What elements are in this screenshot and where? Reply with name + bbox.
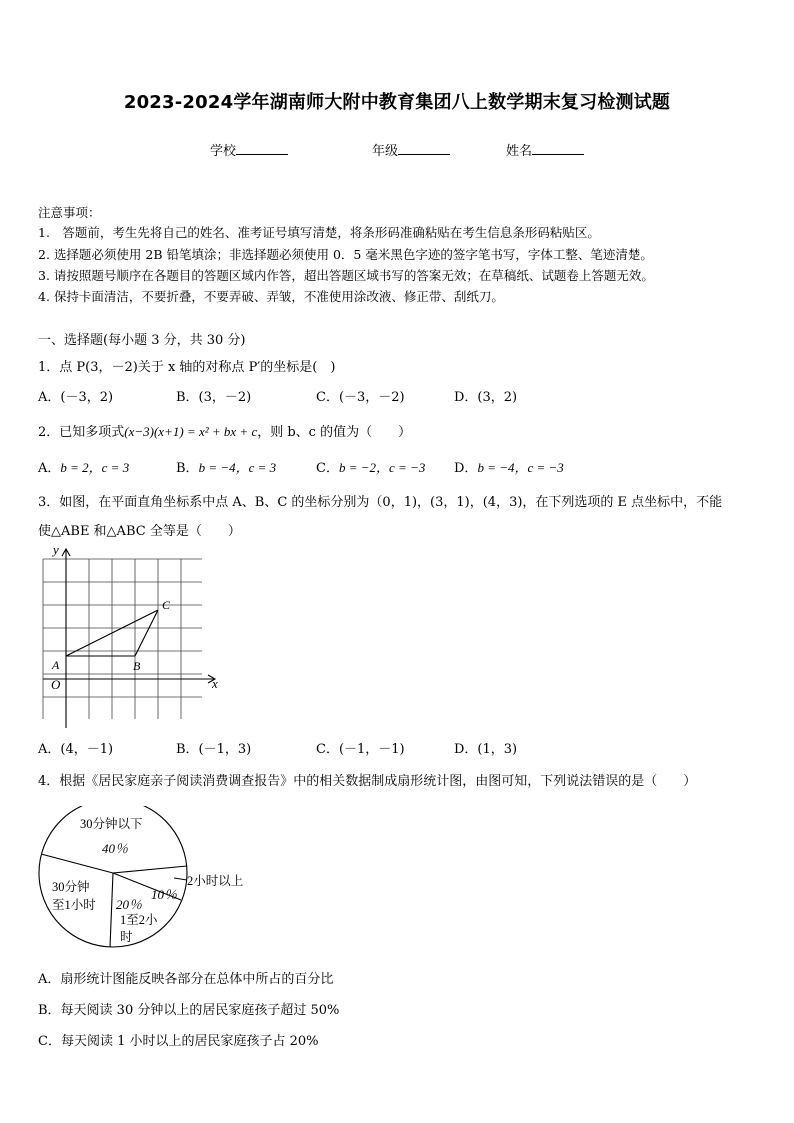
sector-label-1-2h-line1: 1至2小 <box>120 913 158 927</box>
coordinate-grid-figure <box>36 542 226 732</box>
grade-field <box>372 140 450 159</box>
question-1-stem: 1．点 P(3，－2)关于 x 轴的对称点 P′的坐标是( ) <box>38 360 336 375</box>
section-heading: 一、选择题(每小题 3 分，共 30 分) <box>38 333 246 348</box>
point-label-c: C <box>162 598 171 612</box>
question-3-stem-line1: 3．如图，在平面直角坐标系中点 A、B、C 的坐标分别为（0，1)，(3，1)，(4，3)，在下列选项的 E 点坐标中，不能 <box>38 495 723 510</box>
school-blank <box>236 142 288 155</box>
sector-label-over-2h: 2小时以上 <box>187 874 244 888</box>
q2-polynomial: (x−3)(x+1) = x² + bx + c <box>124 424 258 439</box>
q3-option-d: D．(1，3) <box>454 742 518 757</box>
school-field <box>210 140 288 159</box>
axes <box>43 549 215 728</box>
divider <box>110 873 113 947</box>
q2-option-d: D．b = −4，c = −3 <box>454 460 564 476</box>
q4-option-b: B．每天阅读 30 分钟以上的居民家庭孩子超过 50% <box>38 1003 340 1018</box>
point-labels <box>51 598 171 673</box>
origin-label: O <box>51 677 61 692</box>
triangle-side-bc <box>135 610 158 656</box>
point-label-b: B <box>133 659 141 673</box>
pie-chart-figure <box>36 806 276 956</box>
school-label: 学校 <box>210 144 237 159</box>
sector-percent-10: 10％ <box>151 887 178 902</box>
leader-line <box>174 878 187 880</box>
q1-option-b: B．(3，－2) <box>176 390 252 405</box>
sector-label-30min-1h-line2: 至1小时 <box>52 898 96 912</box>
question-2-stem <box>38 421 411 440</box>
sector-label-1-2h-line2: 时 <box>120 930 133 944</box>
q2-suffix: ，则 b、c 的值为（ ） <box>257 425 412 440</box>
note-item: 1. 答题前，考生先将自己的姓名、准考证号填写清楚，将条形码准确粘贴在考生信息条形码粘贴区。 <box>38 225 600 240</box>
page-title: 2023-2024学年湖南师大附中教育集团八上数学期末复习检测试题 <box>123 92 671 113</box>
note-item: 2. 选择题必须使用 2B 铅笔填涂；非选择题必须使用 0．5 毫米黑色字迹的签字笔书写，字体工整、笔迹清楚。 <box>38 247 653 262</box>
q2-option-c: C．b = −2，c = −3 <box>316 460 426 476</box>
q4-option-c: C．每天阅读 1 小时以上的居民家庭孩子占 20% <box>38 1034 319 1049</box>
point-label-a: A <box>52 658 60 672</box>
q2-option-a: A．b = 2，c = 3 <box>38 460 130 476</box>
sector-percent-20: 20％ <box>116 897 143 912</box>
q1-option-a: A．(－3，2) <box>38 390 114 405</box>
y-axis-label: y <box>53 542 59 557</box>
question-3-stem-line2: 使△ABE 和△ABC 全等是（ ） <box>38 524 241 539</box>
name-blank <box>532 142 584 155</box>
grid-lines <box>43 559 202 719</box>
grade-blank <box>398 142 450 155</box>
sector-label-under-30min: 30分钟以下 <box>80 817 143 831</box>
note-item: 4. 保持卡面清洁，不要折叠，不要弄破、弄皱，不准使用涂改液、修正带、刮纸刀。 <box>38 289 504 304</box>
q2-prefix: 2．已知多项式 <box>38 425 125 440</box>
q4-option-a: A．扇形统计图能反映各部分在总体中所占的百分比 <box>38 972 334 987</box>
q1-option-c: C．(－3，－2) <box>316 390 405 405</box>
q3-option-c: C．(－1，－1) <box>316 742 405 757</box>
q3-option-a: A．(4，－1) <box>38 742 114 757</box>
sector-label-30min-1h-line1: 30分钟 <box>52 880 90 894</box>
divider <box>41 854 113 873</box>
notes-heading: 注意事项： <box>38 205 101 220</box>
x-axis-label: x <box>212 676 218 691</box>
grade-label: 年级 <box>372 144 399 159</box>
q3-option-b: B．(－1，3) <box>176 742 252 757</box>
sector-percent-40: 40％ <box>102 841 129 856</box>
q1-option-d: D．(3，2) <box>454 390 518 405</box>
q2-option-b: B．b = −4，c = 3 <box>176 460 277 476</box>
divider <box>113 866 187 873</box>
note-item: 3. 请按照题号顺序在各题目的答题区域内作答，超出答题区域书写的答案无效；在草稿纸、试题卷上答题无效。 <box>38 268 654 283</box>
question-4-stem: 4．根据《居民家庭亲子阅读消费调查报告》中的相关数据制成扇形统计图，由图可知，下列说法错误的是（ ） <box>38 774 697 789</box>
name-field <box>506 140 584 159</box>
name-label: 姓名 <box>506 144 533 159</box>
